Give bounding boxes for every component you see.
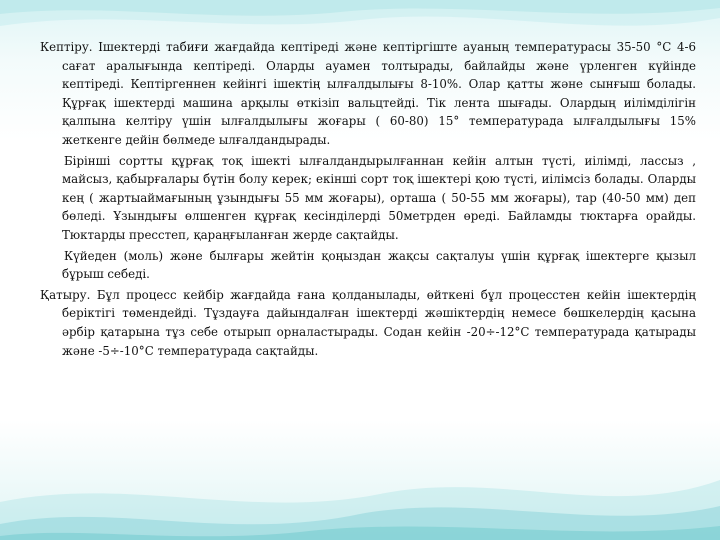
paragraph-moth-protection-text: Күйеден (моль) жәнe былғары жейтін қоңыздан жақсы сақталуы үшін құрғақ ішектерге қызыл бұрыш себеді. <box>62 248 696 282</box>
paragraph-freezing-text: Бұл процесс кейбір жағдайда ғана қолданылады, өйткені бұл процесстен кейін ішектердің беріктігі төмендейді. Тұздауға дайындалған ішектерді жәшіктердің немесе бөшкелердің қасына әрбір қатарына тұз себе отырып орналастырады. Содан кейін -20÷-12°С температурада қатырады және -5÷-10°С температурада сақтайды. <box>62 287 696 358</box>
heading-freezing: Қатыру. <box>40 287 91 302</box>
paragraph-first-grade-text: Бірінші сортты құрғақ тоқ ішекті ылғалдандырылғаннан кейін алтын түсті, иілімді, лассыз , майсыз, қабырғалары бүтін болу керек; екінші сорт тоқ ішектері қою түсті, иілімсіз болады. Оларды кең ( жартыаймағының ұзындығы 55 мм жоғары), орташа ( 50-55 мм жоғары), тар (40-50 мм) деп бөледі. Ұзындығы өлшенген құрғақ кесінділерді 50метрден өреді. Байламды тюктарға орайды. Тюктарды пресстеп, қараңғыланған жерде сақтайды. <box>62 153 696 242</box>
paragraph-first-grade <box>40 152 696 245</box>
paragraph-drying <box>40 38 696 150</box>
paragraph-drying-text: Ішектерді табиғи жағдайда кептіреді және кептіргіште ауаның температурасы 35-50 °С 4-6 сағат аралығында кептіреді. Оларды ауамен толтырады, байлайды және үрленген күйінде кептіреді. Кептіргеннен кейінгі ішектің ылғалдылығы 8-10%. Олар қатты және сынғыш болады. Құрғақ ішектерді машина арқылы өткізіп вальцтейді. Тік лента шығады. Олардың иілімділігін қалпына келтіру үшін ылғалдылығы жоғары ( 60-80) 15° температурада ылғалдылығы 15% жеткенге дейін бөлмеде ылғалдандырады. <box>62 40 696 147</box>
paragraph-moth-protection <box>40 247 696 284</box>
document-body <box>40 38 696 362</box>
heading-drying: Кептіру. <box>40 40 93 54</box>
paragraph-freezing <box>40 286 696 360</box>
